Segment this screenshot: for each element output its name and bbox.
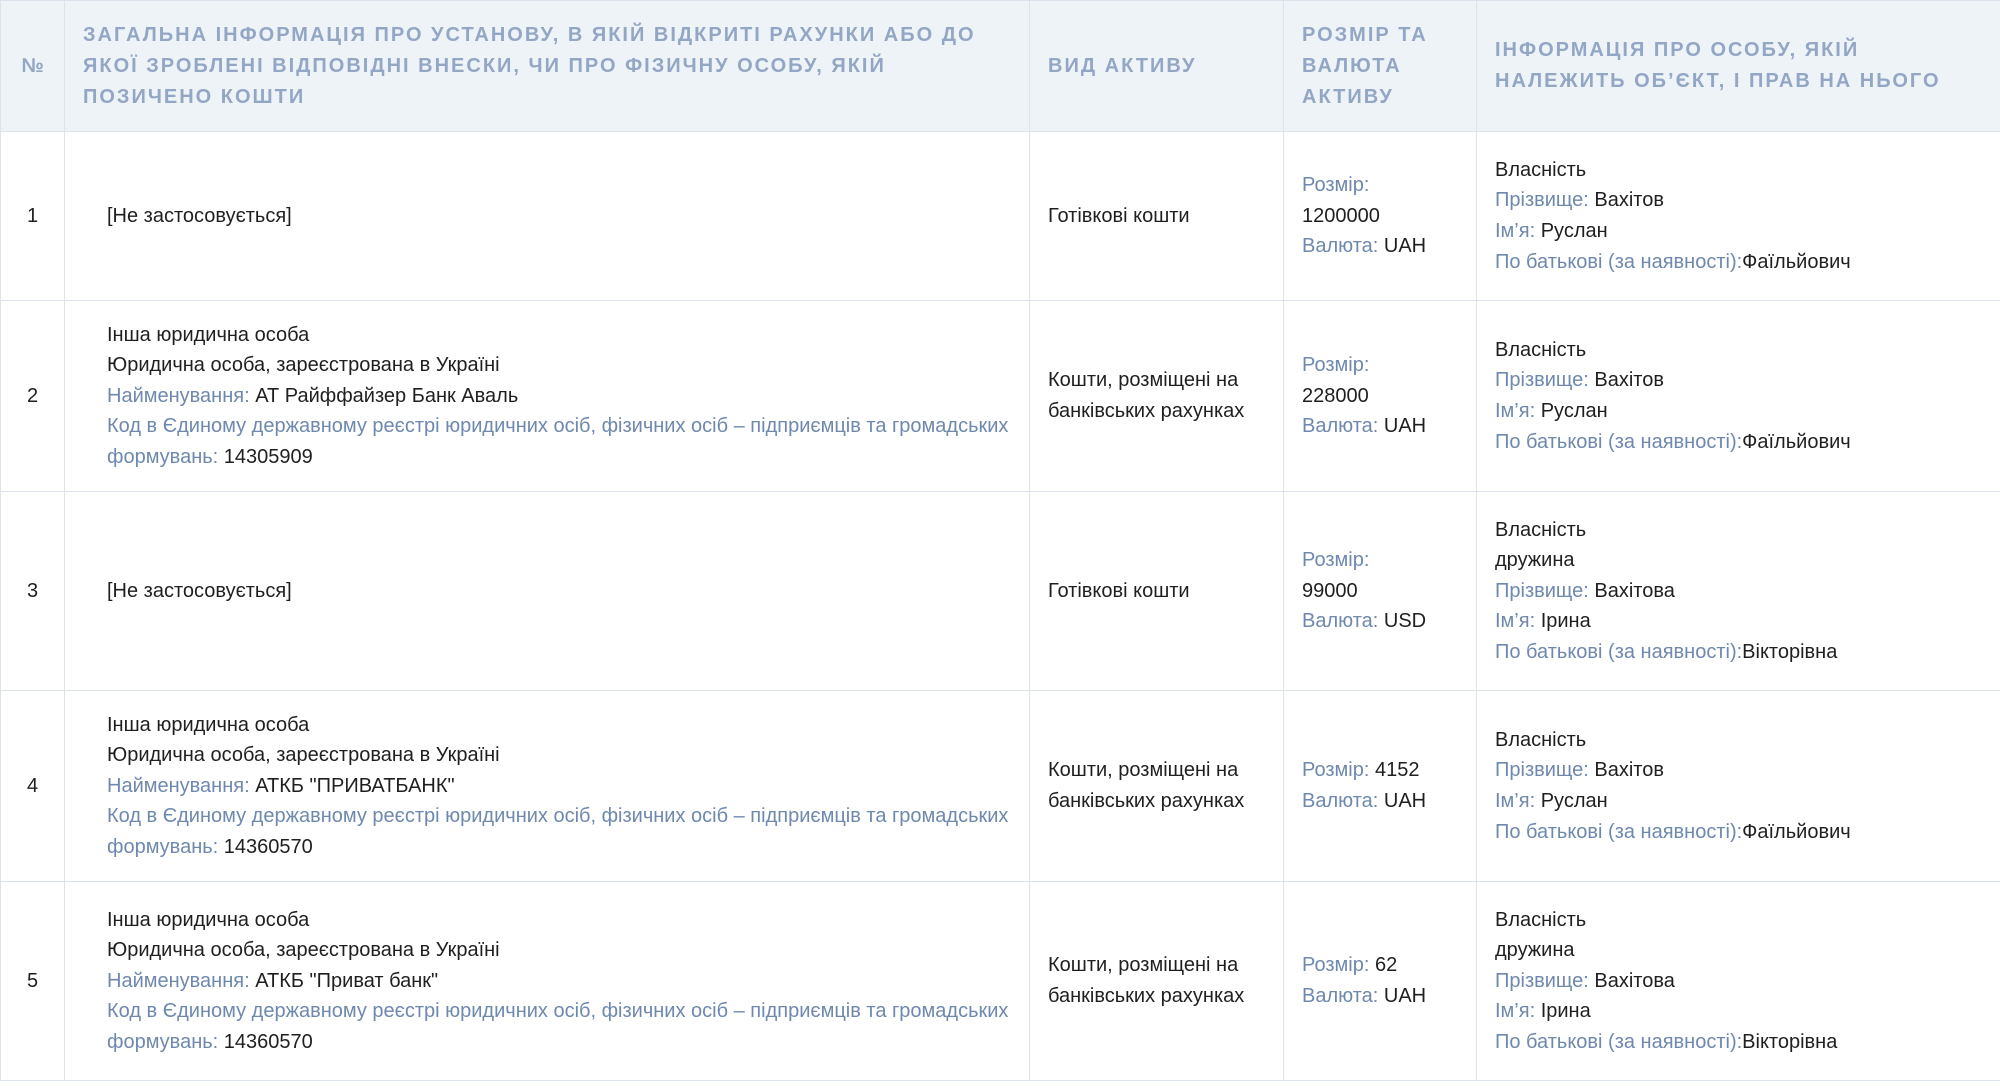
registry-code: 14305909	[223, 445, 313, 468]
size-value: 62	[1374, 954, 1398, 977]
size-currency-cell	[1284, 132, 1477, 301]
patronymic-label: По батькові (за наявності):	[1495, 1030, 1743, 1053]
patronymic-label: По батькові (за наявності):	[1495, 820, 1743, 843]
currency-label: Валюта:	[1302, 235, 1379, 258]
registry-code: 14360570	[223, 835, 313, 858]
currency-label: Валюта:	[1302, 415, 1379, 438]
surname-label: Прізвище:	[1495, 759, 1589, 782]
institution-cell	[65, 882, 1030, 1081]
size-value: 1200000	[1302, 204, 1380, 227]
name-label: Найменування:	[107, 384, 250, 407]
first-name-label: Ім’я:	[1495, 400, 1536, 422]
owner-relation: дружина	[1495, 549, 1575, 572]
size-currency-cell	[1284, 301, 1477, 492]
size-currency-cell	[1284, 882, 1477, 1081]
name-label: Найменування:	[107, 969, 250, 992]
asset-kind-cell: Готівкові кошти	[1030, 492, 1284, 691]
institution-cell	[65, 301, 1030, 492]
size-currency-cell	[1284, 691, 1477, 882]
size-value: 99000	[1302, 579, 1358, 602]
header-asset-kind: ВИД АКТИВУ	[1030, 1, 1284, 132]
code-label: Код в Єдиному державному реєстрі юридичних осіб, фізичних осіб – підприємців та громадських формувань:	[107, 805, 1009, 858]
table-row	[1, 882, 2000, 1081]
table-body	[1, 132, 2000, 1081]
currency-label: Валюта:	[1302, 985, 1379, 1007]
institution-cell	[65, 492, 1030, 691]
table-header	[1, 1, 2000, 132]
code-label: Код в Єдиному державному реєстрі юридичних осіб, фізичних осіб – підприємців та громадських формувань:	[107, 415, 1009, 468]
institution-cell	[65, 691, 1030, 882]
surname-value: Вахітов	[1594, 759, 1664, 782]
currency-label: Валюта:	[1302, 790, 1379, 812]
header-size-currency: РОЗМІР ТА ВАЛЮТА АКТИВУ	[1284, 1, 1477, 132]
header-institution: ЗАГАЛЬНА ІНФОРМАЦІЯ ПРО УСТАНОВУ, В ЯКІЙ ВІДКРИТІ РАХУНКИ АБО ДО ЯКОЇ ЗРОБЛЕНІ ВІДПОВІДНІ ВНЕСКИ, ЧИ ПРО ФІЗИЧНУ ОСОБУ, ЯКІЙ ПОЗИЧЕНО КОШТИ	[65, 1, 1030, 132]
size-label: Розмір:	[1302, 954, 1370, 977]
owner-cell	[1477, 301, 2000, 492]
first-name-value: Ірина	[1540, 1000, 1591, 1023]
size-value: 4152	[1374, 759, 1420, 782]
entity-type: Інша юридична особа	[107, 713, 310, 736]
ownership-right: Власність	[1495, 908, 1587, 931]
surname-label: Прізвище:	[1495, 189, 1589, 212]
patronymic-value: Фаїльйович	[1742, 250, 1851, 273]
table-row	[1, 301, 2000, 492]
currency-value: USD	[1383, 610, 1427, 633]
entity-type: Інша юридична особа	[107, 323, 310, 346]
entity-subtype: Юридична особа, зареєстрована в Україні	[107, 354, 500, 377]
patronymic-label: По батькові (за наявності):	[1495, 250, 1743, 273]
first-name-label: Ім’я:	[1495, 220, 1536, 242]
size-label: Розмір:	[1302, 759, 1370, 782]
not-applicable-text: [Не застосовується]	[107, 579, 292, 602]
patronymic-value: Фаїльйович	[1742, 430, 1851, 453]
first-name-value: Руслан	[1540, 400, 1608, 422]
row-number: 1	[1, 132, 65, 301]
patronymic-label: По батькові (за наявності):	[1495, 430, 1743, 453]
owner-cell	[1477, 691, 2000, 882]
size-label: Розмір:	[1302, 354, 1370, 377]
first-name-value: Руслан	[1540, 790, 1608, 812]
table-row	[1, 132, 2000, 301]
currency-label: Валюта:	[1302, 610, 1379, 633]
first-name-value: Ірина	[1540, 610, 1591, 633]
currency-value: UAH	[1383, 415, 1427, 438]
row-number: 2	[1, 301, 65, 492]
row-number: 3	[1, 492, 65, 691]
size-label: Розмір:	[1302, 549, 1370, 572]
institution-name: АТ Райффайзер Банк Аваль	[255, 384, 519, 407]
surname-label: Прізвище:	[1495, 579, 1589, 602]
name-label: Найменування:	[107, 774, 250, 797]
surname-label: Прізвище:	[1495, 969, 1589, 992]
first-name-value: Руслан	[1540, 220, 1608, 242]
asset-kind-cell: Кошти, розміщені на банківських рахунках	[1030, 691, 1284, 882]
surname-label: Прізвище:	[1495, 369, 1589, 392]
entity-type: Інша юридична особа	[107, 908, 310, 931]
not-applicable-text: [Не застосовується]	[107, 204, 292, 227]
surname-value: Вахітова	[1594, 579, 1675, 602]
patronymic-label: По батькові (за наявності):	[1495, 640, 1743, 663]
table-row	[1, 492, 2000, 691]
owner-cell	[1477, 882, 2000, 1081]
institution-name: АТКБ "Приват банк"	[255, 969, 439, 992]
asset-kind-cell: Готівкові кошти	[1030, 132, 1284, 301]
code-label: Код в Єдиному державному реєстрі юридичних осіб, фізичних осіб – підприємців та громадських формувань:	[107, 1000, 1009, 1053]
header-owner-info: ІНФОРМАЦІЯ ПРО ОСОБУ, ЯКІЙ НАЛЕЖИТЬ ОБ’ЄКТ, І ПРАВ НА НЬОГО	[1477, 1, 2000, 132]
surname-value: Вахітов	[1594, 369, 1664, 392]
ownership-right: Власність	[1495, 518, 1587, 541]
asset-kind-cell: Кошти, розміщені на банківських рахунках	[1030, 301, 1284, 492]
patronymic-value: Вікторівна	[1742, 640, 1838, 663]
size-label: Розмір:	[1302, 174, 1370, 197]
first-name-label: Ім’я:	[1495, 1000, 1536, 1023]
size-value: 228000	[1302, 384, 1369, 407]
currency-value: UAH	[1383, 790, 1427, 812]
institution-name: АТКБ "ПРИВАТБАНК"	[255, 774, 455, 797]
first-name-label: Ім’я:	[1495, 610, 1536, 633]
ownership-right: Власність	[1495, 338, 1587, 361]
institution-cell	[65, 132, 1030, 301]
size-currency-cell	[1284, 492, 1477, 691]
header-num: №	[1, 1, 65, 132]
currency-value: UAH	[1383, 235, 1427, 258]
registry-code: 14360570	[223, 1030, 313, 1053]
row-number: 4	[1, 691, 65, 882]
patronymic-value: Фаїльйович	[1742, 820, 1851, 843]
surname-value: Вахітов	[1594, 189, 1664, 212]
ownership-right: Власність	[1495, 728, 1587, 751]
owner-cell	[1477, 492, 2000, 691]
surname-value: Вахітова	[1594, 969, 1675, 992]
owner-cell	[1477, 132, 2000, 301]
asset-kind-cell: Кошти, розміщені на банківських рахунках	[1030, 882, 1284, 1081]
table-row	[1, 691, 2000, 882]
ownership-right: Власність	[1495, 158, 1587, 181]
currency-value: UAH	[1383, 985, 1427, 1007]
row-number: 5	[1, 882, 65, 1081]
entity-subtype: Юридична особа, зареєстрована в Україні	[107, 744, 500, 767]
entity-subtype: Юридична особа, зареєстрована в Україні	[107, 939, 500, 962]
first-name-label: Ім’я:	[1495, 790, 1536, 812]
patronymic-value: Вікторівна	[1742, 1030, 1838, 1053]
owner-relation: дружина	[1495, 939, 1575, 962]
